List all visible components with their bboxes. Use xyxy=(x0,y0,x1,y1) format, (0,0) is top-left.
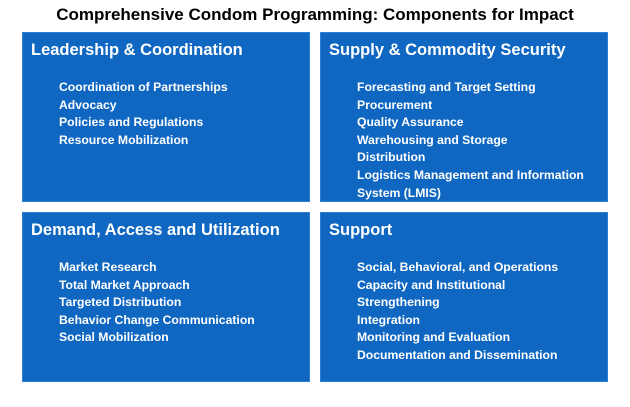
list-item: Capacity and Institutional xyxy=(357,277,506,292)
panel-item-list xyxy=(59,259,255,347)
list-item: Social Mobilization xyxy=(59,330,169,345)
list-item: Forecasting and Target Setting xyxy=(357,80,536,94)
list-item: Coordination of Partnerships xyxy=(59,80,228,94)
list-item: Distribution xyxy=(357,150,426,165)
panel-heading: Leadership & Coordination xyxy=(31,41,243,59)
list-item: Total Market Approach xyxy=(59,277,190,292)
list-item: Integration xyxy=(357,312,420,327)
panel-heading: Demand, Access and Utilization xyxy=(31,221,280,239)
panel-supply-commodity-security xyxy=(320,32,608,202)
list-item: Quality Assurance xyxy=(357,115,464,130)
list-item: Documentation and Dissemination xyxy=(357,347,558,362)
panel-heading: Supply & Commodity Security xyxy=(329,41,566,59)
list-item: Logistics Management and Information xyxy=(357,167,584,182)
list-item: Strengthening xyxy=(357,295,440,310)
panel-heading: Support xyxy=(329,221,393,239)
list-item: System (LMIS) xyxy=(357,185,441,200)
panel-demand-access-utilization xyxy=(22,212,310,382)
list-item: Social, Behavioral, and Operations xyxy=(357,260,559,274)
list-item: Monitoring and Evaluation xyxy=(357,330,511,345)
list-item: Procurement xyxy=(357,97,433,112)
list-item: Warehousing and Storage xyxy=(357,132,508,147)
list-item: Targeted Distribution xyxy=(59,295,182,310)
list-item: Policies and Regulations xyxy=(59,115,204,130)
panel-support xyxy=(320,212,608,382)
list-item: Market Research xyxy=(59,260,157,274)
list-item: Advocacy xyxy=(59,97,117,112)
panel-item-list xyxy=(357,259,558,365)
panel-leadership-coordination xyxy=(22,32,310,202)
list-item: Resource Mobilization xyxy=(59,132,189,147)
panel-item-list xyxy=(59,79,228,149)
panel-item-list xyxy=(357,79,584,202)
page-title: Comprehensive Condom Programming: Components for Impact xyxy=(56,5,574,24)
list-item: Behavior Change Communication xyxy=(59,312,255,327)
